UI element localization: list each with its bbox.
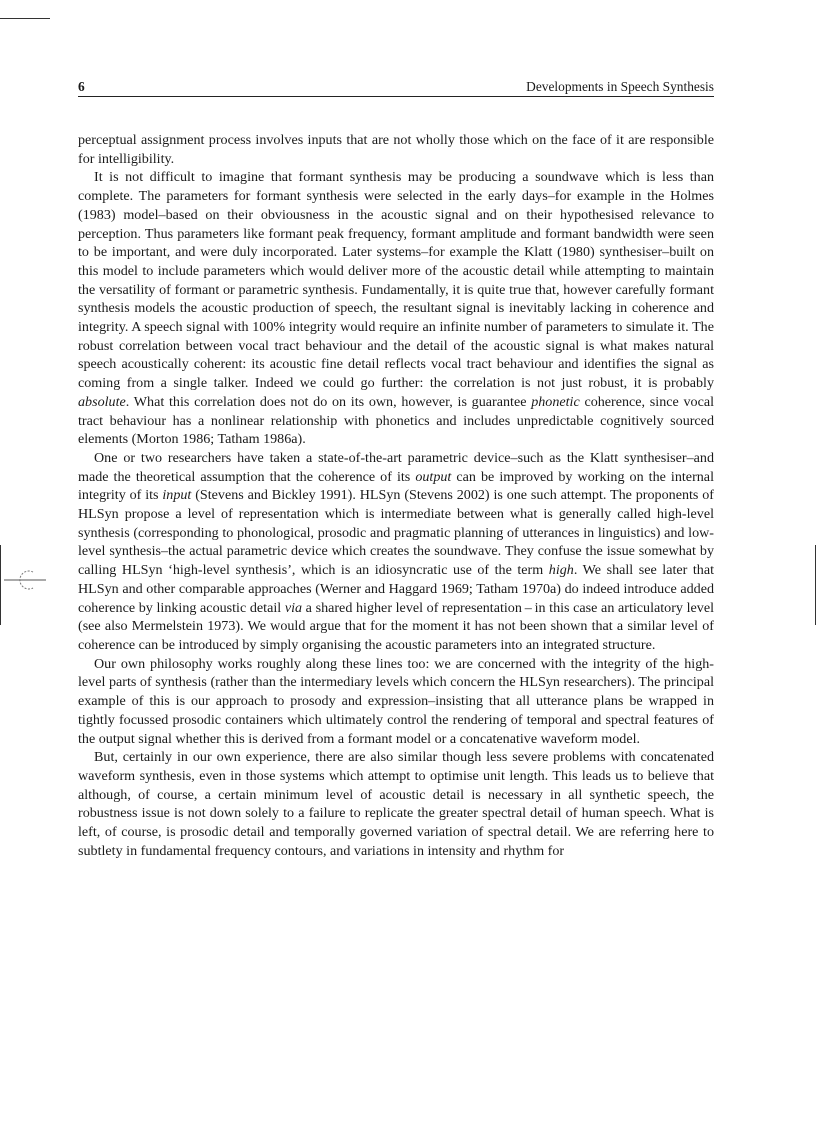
crop-mark-top-left [0,18,50,19]
paragraph-text: . We shall see later that HLSyn and other comparable approaches (Werner and Haggard 1969; Tatham 1970a) do indeed introduce added coherence by linking acoustic detail [78,562,714,616]
paragraph-text: perceptual assignment process involves inputs that are not wholly those which on the face of it are responsible for intelligibility. [78,132,714,167]
paragraph [78,131,714,168]
paragraph-text: . What this correlation does not do on its own, however, is guarantee [125,393,532,410]
paragraph-text: coherence, since vocal tract behaviour has a nonlinear relationship with phonetics and includes unpredictable cognitively sourced elements (Morton 1986; Tatham 1986a). [78,393,715,448]
page-number: 6 [78,79,85,94]
paragraph-text: can be improved by working on the internal integrity of its [78,468,714,504]
registration-mark [0,560,50,600]
paragraph-text: Our own philosophy works roughly along these lines too: we are concerned with the integrity of the high-level parts of synthesis (rather than the intermediary levels which concern the HLSyn researchers). The principal example of this is our approach to prosody and expression–insisting that all utterance plans be wrapped in tightly focussed prosodic containers which ultimately control the rendering of temporal and spectral features of the output signal whether this is derived from a formant model or a concatenative waveform model. [78,655,714,747]
emphasized-term: via [284,599,303,616]
paragraph-text: But, certainly in our own experience, there are also similar though less severe problems with concatenated waveform synthesis, even in those systems which attempt to optimise unit length. This leads us to believe that although, of course, a certain minimum level of acoustic detail is necessary in all synthetic speech, the robustness issue is not down solely to a failure to replicate the greater spectral detail of human speech. What is left, of course, is prosodic detail and temporally governed variation of spectral detail. We are referring here to subtlety in fundamental frequency contours, and variations in intensity and rhythm for [78,749,714,859]
emphasized-term: phonetic [531,393,580,410]
paragraph [78,748,714,860]
paragraph [78,449,714,655]
emphasized-term: absolute [78,393,126,410]
body-text [78,131,714,860]
paragraph-text: One or two researchers have taken a state-of-the-art parametric device–such as the Klatt synthesiser–and made the theoretical assumption that the coherence of its [78,449,714,485]
paragraph [78,655,714,749]
emphasized-term: input [162,487,192,504]
paragraph-text: It is not difficult to imagine that formant synthesis may be producing a soundwave which is less than complete. The parameters for formant synthesis were selected in the early days–for example in the Holmes (1983) model–based on their obviousness in the acoustic signal and on their hypothesised relevance to perception. Thus parameters like formant peak frequency, formant amplitude and formant bandwidth were seen to be important, and were duly incorporated. Later systems–for example the Klatt (1980) synthesiser–built on this model to include parameters which would deliver more of the acoustic detail while attempting to maintain the versatility of formant or parametric synthesis. Fundamentally, it is quite true that, however carefully formant synthesis models the acoustic production of speech, the resultant signal is inevitably lacking in coherence and integrity. A speech signal with 100% integrity would require an infinite number of parameters to simulate it. The robust correlation between vocal tract behaviour and the detail of the acoustic signal is what makes natural speech acoustically coherent: its acoustic fine detail reflects vocal tract behaviour and identifies the signal as coming from a single talker. Indeed we could go further: the correlation is not just robust, it is probably [78,169,714,392]
running-title: Developments in Speech Synthesis [526,79,714,94]
paragraph-text: a shared higher level of representation – in this case an articulatory level (see also Mermelstein 1973). We would argue that for the moment it has not been shown that a similar level of coherence can be introduced by simply organising the acoustic parameters into an integrated structure. [78,599,714,653]
paragraph-text: (Stevens and Bickley 1991). HLSyn (Stevens 2002) is one such attempt. The proponents of HLSyn propose a level of representation which is intermediate between what is generally called high-level synthesis (corresponding to phonological, prosodic and pragmatic planning of utterances in linguistics) and low-level synthesis–the actual parametric device which creates the soundwave. They confuse the issue somewhat by calling HLSyn ‘high-level synthesis’, which is an idiosyncratic use of the term [78,487,714,579]
running-header [78,78,714,97]
emphasized-term: output [415,468,452,485]
paragraph [78,168,714,449]
emphasized-term: high [548,562,574,579]
